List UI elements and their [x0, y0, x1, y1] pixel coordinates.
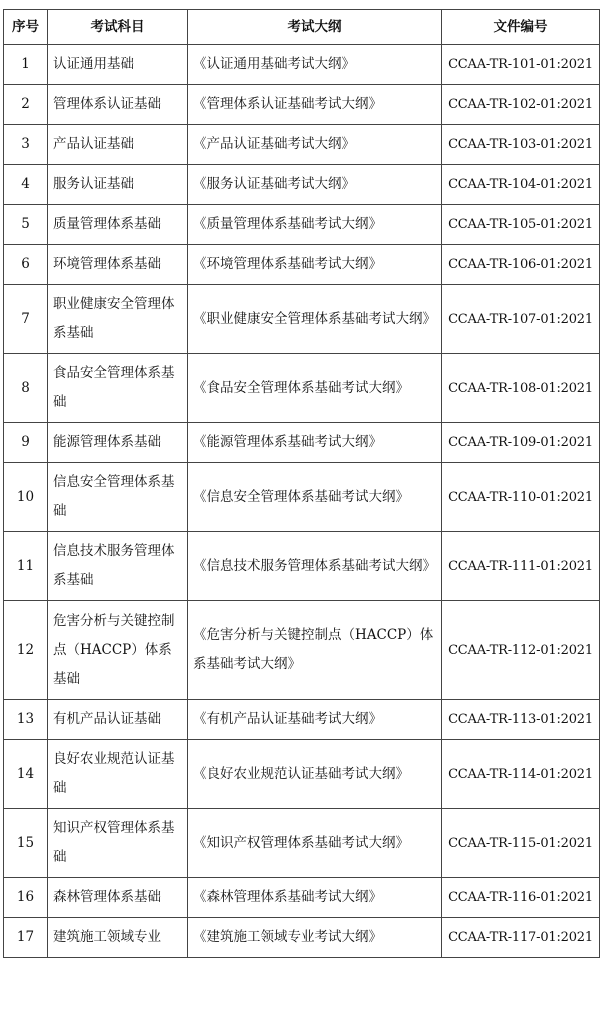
cell-subject: 质量管理体系基础 — [48, 205, 188, 245]
cell-no: 5 — [4, 205, 48, 245]
cell-outline: 《森林管理体系基础考试大纲》 — [188, 878, 442, 918]
cell-code: CCAA-TR-105-01:2021 — [442, 205, 600, 245]
cell-subject: 信息技术服务管理体系基础 — [48, 532, 188, 601]
header-no: 序号 — [4, 10, 48, 45]
table-row — [4, 918, 600, 958]
cell-code: CCAA-TR-103-01:2021 — [442, 125, 600, 165]
cell-no: 17 — [4, 918, 48, 958]
table-row — [4, 285, 600, 354]
cell-code: CCAA-TR-110-01:2021 — [442, 463, 600, 532]
cell-subject: 食品安全管理体系基础 — [48, 354, 188, 423]
cell-outline: 《食品安全管理体系基础考试大纲》 — [188, 354, 442, 423]
cell-no: 15 — [4, 809, 48, 878]
cell-code: CCAA-TR-109-01:2021 — [442, 423, 600, 463]
table-row — [4, 125, 600, 165]
cell-outline: 《管理体系认证基础考试大纲》 — [188, 85, 442, 125]
table-row — [4, 463, 600, 532]
cell-subject: 知识产权管理体系基础 — [48, 809, 188, 878]
table-header-row — [4, 10, 600, 45]
cell-outline: 《有机产品认证基础考试大纲》 — [188, 700, 442, 740]
cell-code: CCAA-TR-111-01:2021 — [442, 532, 600, 601]
cell-code: CCAA-TR-112-01:2021 — [442, 601, 600, 700]
cell-subject: 良好农业规范认证基础 — [48, 740, 188, 809]
cell-no: 16 — [4, 878, 48, 918]
cell-outline: 《信息安全管理体系基础考试大纲》 — [188, 463, 442, 532]
cell-code: CCAA-TR-114-01:2021 — [442, 740, 600, 809]
table-row — [4, 205, 600, 245]
cell-subject: 服务认证基础 — [48, 165, 188, 205]
cell-no: 11 — [4, 532, 48, 601]
cell-subject: 建筑施工领域专业 — [48, 918, 188, 958]
cell-subject: 职业健康安全管理体系基础 — [48, 285, 188, 354]
cell-no: 12 — [4, 601, 48, 700]
cell-code: CCAA-TR-106-01:2021 — [442, 245, 600, 285]
cell-code: CCAA-TR-108-01:2021 — [442, 354, 600, 423]
table-row — [4, 85, 600, 125]
table-row — [4, 809, 600, 878]
cell-code: CCAA-TR-115-01:2021 — [442, 809, 600, 878]
cell-code: CCAA-TR-102-01:2021 — [442, 85, 600, 125]
cell-no: 10 — [4, 463, 48, 532]
cell-no: 8 — [4, 354, 48, 423]
cell-outline: 《产品认证基础考试大纲》 — [188, 125, 442, 165]
cell-subject: 管理体系认证基础 — [48, 85, 188, 125]
cell-outline: 《良好农业规范认证基础考试大纲》 — [188, 740, 442, 809]
table-row — [4, 423, 600, 463]
cell-outline: 《环境管理体系基础考试大纲》 — [188, 245, 442, 285]
cell-no: 4 — [4, 165, 48, 205]
cell-outline: 《认证通用基础考试大纲》 — [188, 45, 442, 85]
table-row — [4, 165, 600, 205]
cell-subject: 有机产品认证基础 — [48, 700, 188, 740]
cell-no: 6 — [4, 245, 48, 285]
cell-no: 3 — [4, 125, 48, 165]
table-row — [4, 532, 600, 601]
cell-no: 7 — [4, 285, 48, 354]
cell-no: 13 — [4, 700, 48, 740]
table-row — [4, 878, 600, 918]
cell-subject: 危害分析与关键控制点（HACCP）体系基础 — [48, 601, 188, 700]
cell-outline: 《知识产权管理体系基础考试大纲》 — [188, 809, 442, 878]
header-code: 文件编号 — [442, 10, 600, 45]
cell-outline: 《建筑施工领域专业考试大纲》 — [188, 918, 442, 958]
cell-outline: 《信息技术服务管理体系基础考试大纲》 — [188, 532, 442, 601]
cell-code: CCAA-TR-116-01:2021 — [442, 878, 600, 918]
cell-code: CCAA-TR-104-01:2021 — [442, 165, 600, 205]
cell-outline: 《质量管理体系基础考试大纲》 — [188, 205, 442, 245]
cell-no: 9 — [4, 423, 48, 463]
table-row — [4, 740, 600, 809]
cell-code: CCAA-TR-113-01:2021 — [442, 700, 600, 740]
cell-outline: 《职业健康安全管理体系基础考试大纲》 — [188, 285, 442, 354]
cell-subject: 认证通用基础 — [48, 45, 188, 85]
table-row — [4, 601, 600, 700]
cell-subject: 产品认证基础 — [48, 125, 188, 165]
exam-outline-table — [3, 9, 600, 958]
table-row — [4, 245, 600, 285]
cell-subject: 环境管理体系基础 — [48, 245, 188, 285]
cell-subject: 信息安全管理体系基础 — [48, 463, 188, 532]
table-row — [4, 700, 600, 740]
cell-code: CCAA-TR-101-01:2021 — [442, 45, 600, 85]
cell-outline: 《危害分析与关键控制点（HACCP）体系基础考试大纲》 — [188, 601, 442, 700]
cell-no: 1 — [4, 45, 48, 85]
cell-code: CCAA-TR-107-01:2021 — [442, 285, 600, 354]
cell-subject: 能源管理体系基础 — [48, 423, 188, 463]
cell-subject: 森林管理体系基础 — [48, 878, 188, 918]
header-subject: 考试科目 — [48, 10, 188, 45]
cell-no: 2 — [4, 85, 48, 125]
cell-outline: 《能源管理体系基础考试大纲》 — [188, 423, 442, 463]
table-row — [4, 354, 600, 423]
cell-code: CCAA-TR-117-01:2021 — [442, 918, 600, 958]
header-outline: 考试大纲 — [188, 10, 442, 45]
cell-no: 14 — [4, 740, 48, 809]
cell-outline: 《服务认证基础考试大纲》 — [188, 165, 442, 205]
table-body — [4, 45, 600, 958]
table-row — [4, 45, 600, 85]
